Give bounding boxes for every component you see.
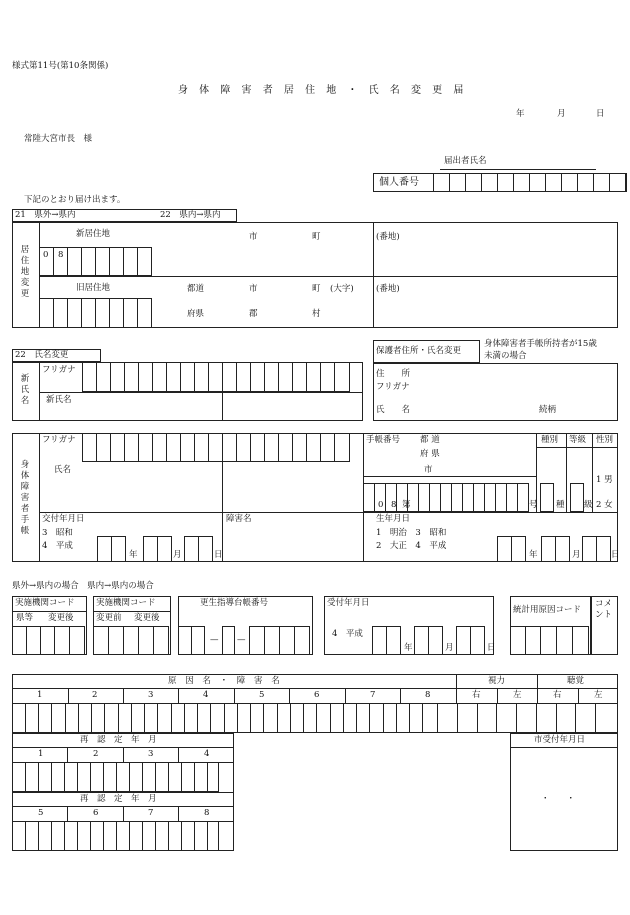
receipt-month-label: 月 — [445, 643, 454, 653]
recert-heading-1: 再 認 定 年 月 — [80, 735, 157, 745]
techo-digit-8: 8 — [391, 500, 397, 510]
date-year-label: 年 — [516, 109, 525, 119]
recert-col-3: 3 — [148, 749, 154, 759]
applicant-name-label: 届出者氏名 — [444, 156, 487, 166]
recert-cells-1[interactable] — [12, 762, 219, 792]
rehab-ledger-cells-c[interactable] — [249, 626, 310, 655]
techo-go-label: 号 — [529, 500, 538, 510]
category-21: 21 県外→県内 — [15, 210, 76, 220]
issue-day-cells[interactable] — [184, 536, 213, 562]
cause-code-cells[interactable] — [12, 703, 596, 733]
issue-date-label: 交付年月日 — [42, 514, 85, 524]
birth-year-cells[interactable] — [497, 536, 526, 562]
cause-col-8: 8 — [425, 690, 431, 700]
tokyu-cell[interactable] — [570, 483, 584, 512]
handbook-furigana-cells[interactable] — [82, 433, 350, 462]
birth-day-label: 日 — [611, 550, 620, 560]
cause-col-5: 5 — [259, 690, 265, 700]
code-digit-8: 8 — [58, 250, 64, 260]
new-name-label: 新氏名 — [46, 395, 72, 405]
old-shi-label: 市 — [249, 284, 258, 294]
cause-col-2: 2 — [92, 690, 98, 700]
issue-era-showa: 3 昭和 — [42, 528, 73, 538]
agency-code-label-2: 実施機関コード — [96, 598, 156, 608]
new-residence-label: 新居住地 — [76, 229, 111, 239]
guardian-note-line1: 身体障害者手帳所持者が15歳 — [484, 339, 597, 349]
agency-code-cells-2[interactable] — [93, 626, 169, 655]
category-22: 22 県内→県内 — [160, 210, 221, 220]
old-residence-code-cells[interactable] — [39, 298, 152, 328]
handbook-furigana-label: フリガナ — [42, 435, 76, 445]
issue-day-label: 日 — [214, 550, 223, 560]
guardian-name-label: 氏 名 — [376, 405, 411, 415]
rehab-dash-2: — — [237, 635, 246, 645]
receipt-year-label: 年 — [404, 643, 413, 653]
vision-label: 視力 — [488, 676, 506, 686]
pref-label: 県等 — [16, 613, 34, 623]
cause-col-3: 3 — [148, 690, 154, 700]
issue-year-cells[interactable] — [97, 536, 126, 562]
cause-heading: 原 因 名 ・ 障 害 名 — [168, 676, 283, 686]
new-residence-code-cells[interactable] — [39, 247, 152, 276]
recert-heading-2: 再 認 定 年 月 — [80, 794, 157, 804]
recert-col-4: 4 — [204, 749, 210, 759]
techo-fuken-label: 府 県 — [420, 449, 440, 459]
birth-era-line2: 2 大正 4 平成 — [376, 541, 447, 551]
guardian-furigana-label: フリガナ — [376, 382, 410, 392]
techo-number-cells[interactable] — [363, 483, 529, 512]
code-digit-0: 0 — [43, 250, 49, 260]
name-change-label: 22 氏名変更 — [15, 350, 69, 360]
techo-todo-label: 都 道 — [420, 435, 440, 445]
new-shi-label: 市 — [249, 232, 258, 242]
sex-female: 2 女 — [596, 500, 613, 510]
recert-col-6: 6 — [93, 808, 99, 818]
aza-label: (大字) — [330, 284, 354, 294]
birth-year-label: 年 — [529, 550, 538, 560]
issue-month-cells[interactable] — [143, 536, 172, 562]
cause-col-6: 6 — [314, 690, 320, 700]
guardian-note-line2: 未満の場合 — [484, 351, 527, 361]
tokyu-label: 等級 — [569, 435, 587, 445]
seibetsu-label: 性別 — [596, 435, 614, 445]
issue-era-heisei: 4 平成 — [42, 541, 73, 551]
cause-col-1: 1 — [37, 690, 43, 700]
birth-date-label: 生年月日 — [376, 514, 411, 524]
addressee: 常陸大宮市長 様 — [24, 134, 93, 144]
techo-shi-label: 市 — [424, 465, 433, 475]
receipt-day-label: 日 — [487, 643, 496, 653]
receipt-year-cells[interactable] — [372, 626, 401, 655]
date-day-label: 日 — [596, 109, 605, 119]
agency-code-label-1: 実施機関コード — [15, 598, 75, 608]
rehab-ledger-cells-b[interactable] — [222, 626, 235, 655]
applicant-name-line — [440, 169, 596, 170]
birth-day-cells[interactable] — [582, 536, 611, 562]
recert-col-2: 2 — [93, 749, 99, 759]
shu-label: 種 — [556, 500, 565, 510]
before-label: 変更前 — [96, 613, 122, 623]
guardian-relation-label: 続柄 — [539, 405, 557, 415]
techo-number-label: 手帳番号 — [366, 435, 401, 445]
recert-cells-2[interactable] — [12, 821, 219, 851]
city-receipt-label: 市受付年月日 — [534, 735, 586, 745]
furigana-label: フリガナ — [42, 365, 76, 375]
rehab-ledger-cells-a[interactable] — [178, 626, 205, 655]
stat-code-cells[interactable] — [510, 626, 589, 655]
recert-col-1: 1 — [38, 749, 44, 759]
issue-year-label: 年 — [129, 550, 138, 560]
handbook-side-label: 身体障害者手帳 — [20, 460, 30, 536]
shubetsu-label: 種別 — [541, 435, 559, 445]
gun-label: 郡 — [249, 309, 258, 319]
residence-side-label: 居住地変更 — [20, 245, 30, 299]
form-number: 様式第11号(第10条関係) — [12, 61, 109, 71]
disability-name-label: 障害名 — [226, 514, 252, 524]
recert-col-5: 5 — [38, 808, 44, 818]
comment-label: コメント — [595, 599, 613, 620]
hearing-label: 聴覚 — [567, 676, 585, 686]
rehab-dash-1: — — [210, 635, 219, 645]
receipt-month-cells[interactable] — [414, 626, 443, 655]
hearing-right: 右 — [553, 690, 562, 700]
issue-month-label: 月 — [173, 550, 182, 560]
receipt-day-cells[interactable] — [456, 626, 485, 655]
recert-col-8: 8 — [204, 808, 210, 818]
todo-label: 都道 — [187, 284, 205, 294]
rehab-ledger-label: 更生指導台帳番号 — [200, 598, 269, 608]
recert-col-7: 7 — [148, 808, 154, 818]
office-heading: 県外→県内の場合 県内→県内の場合 — [12, 581, 154, 591]
city-receipt-box[interactable] — [510, 733, 618, 851]
agency-code-cells-1[interactable] — [12, 626, 85, 655]
mura-label: 村 — [312, 309, 321, 319]
city-receipt-separators: ・ ・ — [541, 794, 576, 804]
my-number-label: 個人番号 — [379, 177, 419, 188]
furigana-cells[interactable] — [82, 362, 350, 392]
old-residence-label: 旧居住地 — [76, 283, 111, 293]
hearing-left: 左 — [594, 690, 603, 700]
new-machi-label: 町 — [312, 232, 321, 242]
date-month-label: 月 — [557, 109, 566, 119]
techo-digit-0: 0 — [378, 500, 384, 510]
stat-code-label: 統計用原因コード — [513, 605, 582, 615]
new-name-side-label: 新氏名 — [20, 374, 30, 406]
cause-col-4: 4 — [203, 690, 209, 700]
receipt-date-label: 受付年月日 — [327, 598, 370, 608]
birth-era-line1: 1 明治 3 昭和 — [376, 528, 447, 538]
birth-month-cells[interactable] — [541, 536, 570, 562]
old-machi-label: 町 — [312, 284, 321, 294]
guardian-change-label: 保護者住所・氏名変更 — [376, 346, 462, 356]
shubetsu-cell[interactable] — [540, 483, 554, 512]
new-banchi-label: (番地) — [376, 232, 400, 242]
cause-col-7: 7 — [370, 690, 376, 700]
guardian-address-label: 住 所 — [376, 369, 411, 379]
birth-month-label: 月 — [572, 550, 581, 560]
my-number-cells[interactable] — [433, 173, 626, 192]
kyu-label: 級 — [584, 500, 593, 510]
after-label-2: 変更後 — [134, 613, 160, 623]
vision-right: 右 — [472, 690, 481, 700]
vision-left: 左 — [513, 690, 522, 700]
receipt-era-heisei: 4 平成 — [332, 629, 363, 639]
sex-male: 1 男 — [596, 475, 613, 485]
after-label-1: 変更後 — [48, 613, 74, 623]
notice-text: 下記のとおり届け出ます。 — [24, 195, 126, 205]
fuken-label: 府県 — [187, 309, 205, 319]
form-title: 身 体 障 害 者 居 住 地 ・ 氏 名 変 更 届 — [178, 85, 468, 96]
handbook-name-label: 氏名 — [54, 465, 72, 475]
old-banchi-label: (番地) — [376, 284, 400, 294]
techo-dai-label: 第 — [402, 500, 411, 510]
